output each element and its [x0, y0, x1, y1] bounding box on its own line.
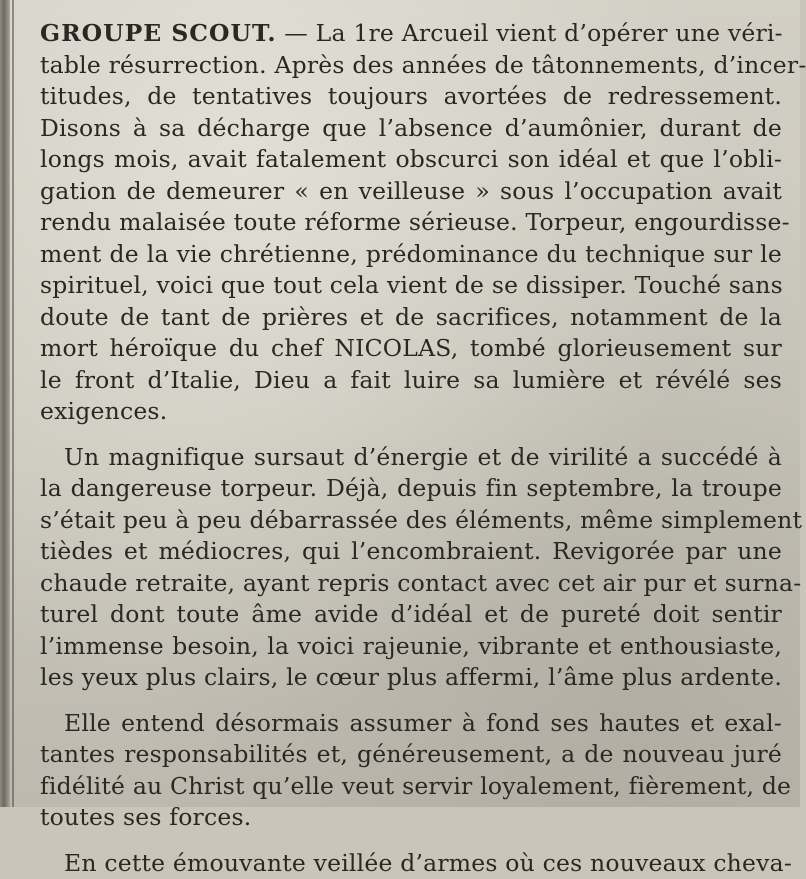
section-heading: GROUPE SCOUT. [40, 19, 277, 47]
paragraph-3 [40, 708, 782, 834]
text-line: l’immense besoin, la voici rajeunie, vibrante et enthousiaste, [40, 631, 782, 663]
text-line-rest: — La 1re Arcueil vient d’opérer une véri- [277, 19, 783, 47]
text-line: Disons à sa décharge que l’absence d’aumônier, durant de [40, 113, 782, 145]
paragraph-gap [40, 834, 782, 848]
text-line: la dangereuse torpeur. Déjà, depuis fin septembre, la troupe [40, 473, 782, 505]
text-line: mort héroïque du chef NICOLAS, tombé glorieusement sur [40, 333, 782, 365]
text-line: ment de la vie chrétienne, prédominance du technique sur le [40, 239, 782, 271]
text-line: En cette émouvante veillée d’armes où ces nouveaux cheva- [40, 848, 782, 879]
paragraph-2 [40, 442, 782, 694]
text-line: titudes, de tentatives toujours avortées de redressement. [40, 81, 782, 113]
text-line: Elle entend désormais assumer à fond ses hautes et exal- [40, 708, 782, 740]
text-line: exigences. [40, 396, 782, 428]
text-line: les yeux plus clairs, le cœur plus affermi, l’âme plus ardente. [40, 662, 782, 694]
article-body [40, 18, 782, 879]
text-line: chaude retraite, ayant repris contact avec cet air pur et surna- [40, 568, 782, 600]
text-line [40, 18, 782, 50]
text-line: tantes responsabilités et, généreusement, a de nouveau juré [40, 739, 782, 771]
text-line: le front d’Italie, Dieu a fait luire sa lumière et révélé ses [40, 365, 782, 397]
paragraph-1 [40, 18, 782, 428]
column-rule-line [12, 0, 14, 807]
paragraph-4 [40, 848, 782, 879]
text-line: rendu malaisée toute réforme sérieuse. Torpeur, engourdisse- [40, 207, 782, 239]
text-line: doute de tant de prières et de sacrifices, notamment de la [40, 302, 782, 334]
text-line: table résurrection. Après des années de tâtonnements, d’incer- [40, 50, 782, 82]
text-line: toutes ses forces. [40, 802, 782, 834]
text-line: Un magnifique sursaut d’énergie et de virilité a succédé à [40, 442, 782, 474]
paragraph-gap [40, 428, 782, 442]
text-line: turel dont toute âme avide d’idéal et de pureté doit sentir [40, 599, 782, 631]
paragraph-gap [40, 694, 782, 708]
text-line: tièdes et médiocres, qui l’encombraient. Revigorée par une [40, 536, 782, 568]
text-line: fidélité au Christ qu’elle veut servir loyalement, fièrement, de [40, 771, 782, 803]
text-line: spirituel, voici que tout cela vient de se dissiper. Touché sans [40, 270, 782, 302]
column-rule-left [0, 0, 10, 807]
text-line: longs mois, avait fatalement obscurci son idéal et que l’obli- [40, 144, 782, 176]
text-line: gation de demeurer « en veilleuse » sous l’occupation avait [40, 176, 782, 208]
text-line: s’était peu à peu débarrassée des éléments, même simplement [40, 505, 782, 537]
